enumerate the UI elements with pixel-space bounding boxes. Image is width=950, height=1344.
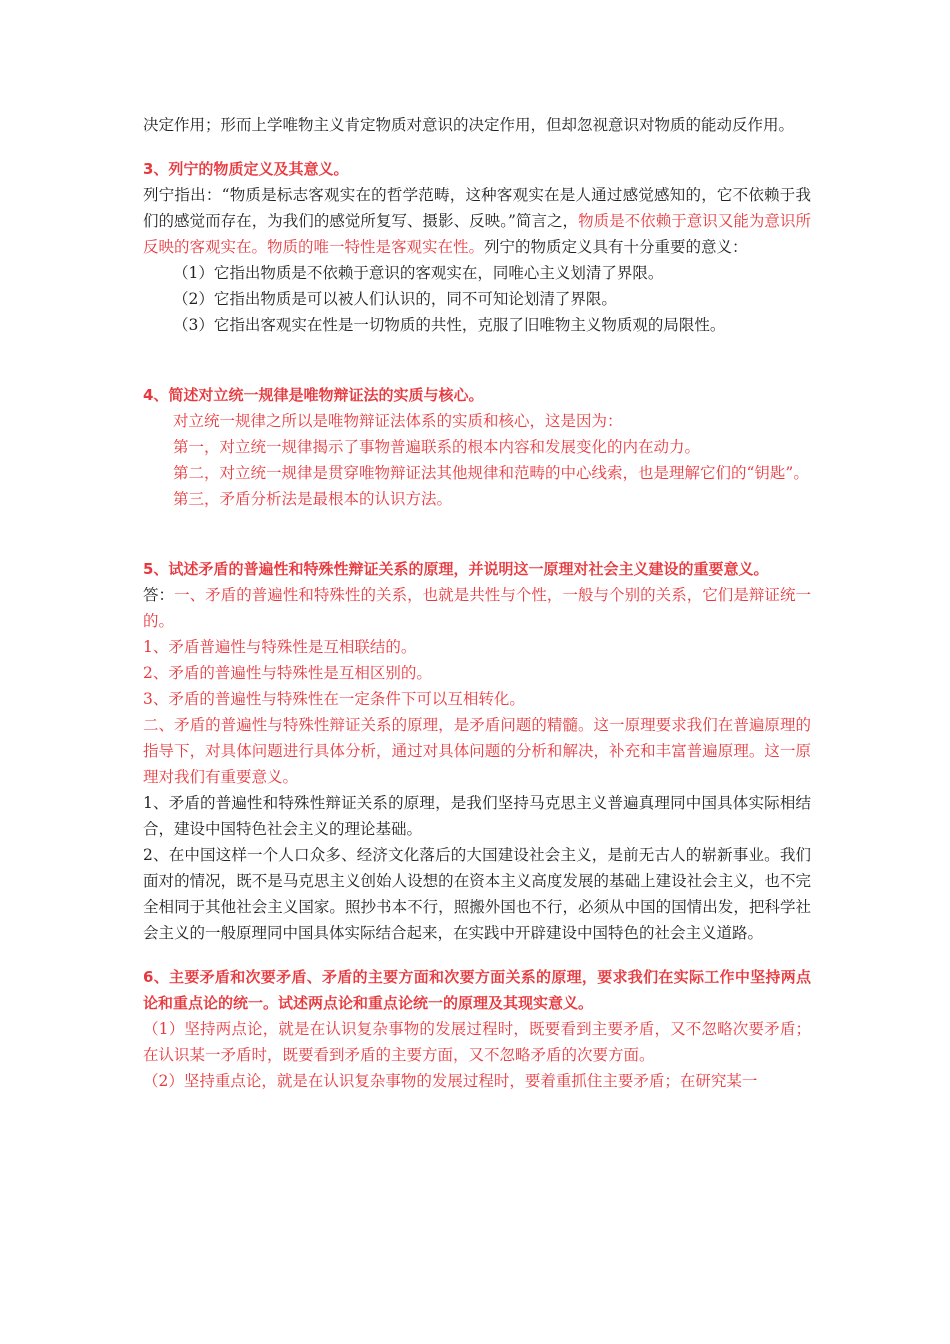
section-5-item-2: 2、在中国这样一个人口众多、经济文化落后的大国建设社会主义，是前无古人的崭新事业。我们面对的情况，既不是马克思主义创始人设想的在资本主义高度发展的基础上建设社会主义，也不完全相同于其他社会主义国家。照抄书本不行，照搬外国也不行，必须从中国的国情出发，把科学社会主义的一般原理同中国具体实际结合起来，在实践中开辟建设中国特色的社会主义道路。 xyxy=(143,846,811,942)
section-4-line-4: 第三，矛盾分析法是最根本的认识方法。 xyxy=(173,490,453,508)
section-5-answer xyxy=(143,582,811,634)
intro-paragraph: 决定作用；形而上学唯物主义肯定物质对意识的决定作用，但却忽视意识对物质的能动反作用。 xyxy=(143,116,795,134)
section-5-red-item-3: 3、矛盾的普遍性与特殊性在一定条件下可以互相转化。 xyxy=(143,690,525,708)
section-4-line-3: 第二，对立统一规律是贯穿唯物辩证法其他规律和范畴的中心线索，也是理解它们的“钥匙”。 xyxy=(173,464,809,482)
section-4-line-2: 第一，对立统一规律揭示了事物普遍联系的根本内容和发展变化的内在动力。 xyxy=(173,438,701,456)
section-5-red-item-2: 2、矛盾的普遍性与特殊性是互相区别的。 xyxy=(143,664,432,682)
section-6-heading: 6、主要矛盾和次要矛盾、矛盾的主要方面和次要方面关系的原理，要求我们在实际工作中坚持两点论和重点论的统一。试述两点论和重点论统一的原理及其现实意义。 xyxy=(143,968,811,1012)
lenin-quote-text: 列宁指出：“物质是标志客观实在的哲学范畴，这种客观实在是人通过感觉感知的，它不依赖于我们的感觉而存在，为我们的感觉所复写、摄影、反映。”简言之， xyxy=(143,186,811,230)
section-3-item-3: （3）它指出客观实在性是一切物质的共性，克服了旧唯物主义物质观的局限性。 xyxy=(173,316,726,334)
section-3-item-2: （2）它指出物质是可以被人们认识的，同不可知论划清了界限。 xyxy=(173,290,617,308)
section-6-item-1: （1）坚持两点论，就是在认识复杂事物的发展过程时，既要看到主要矛盾，又不忽略次要矛盾；在认识某一矛盾时，既要看到矛盾的主要方面，又不忽略矛盾的次要方面。 xyxy=(143,1020,811,1064)
section-3-item-1: （1）它指出物质是不依赖于意识的客观实在，同唯心主义划清了界限。 xyxy=(173,264,664,282)
section-4-heading: 4、简述对立统一规律是唯物辩证法的实质与核心。 xyxy=(143,386,484,404)
section-5-heading: 5、试述矛盾的普遍性和特殊性辩证关系的原理，并说明这一原理对社会主义建设的重要意义。 xyxy=(143,560,769,578)
section-5-red-item-4: 二、矛盾的普遍性与特殊性辩证关系的原理，是矛盾问题的精髓。这一原理要求我们在普遍原理的指导下，对具体问题进行具体分析，通过对具体问题的分析和解决，补充和丰富普遍原理。这一原理对我们有重要意义。 xyxy=(143,716,811,786)
answer-red-text: 一、矛盾的普遍性和特殊性的关系，也就是共性与个性，一般与个别的关系，它们是辩证统一的。 xyxy=(143,586,811,630)
section-6-item-2: （2）坚持重点论，就是在认识复杂事物的发展过程时，要着重抓住主要矛盾；在研究某一 xyxy=(143,1072,758,1090)
answer-prefix: 答： xyxy=(143,586,175,604)
section-3-heading: 3、列宁的物质定义及其意义。 xyxy=(143,160,349,178)
section-3-paragraph xyxy=(143,182,811,260)
section-5-red-item-1: 1、矛盾普遍性与特殊性是互相联结的。 xyxy=(143,638,417,656)
significance-text: 列宁的物质定义具有十分重要的意义： xyxy=(484,238,748,256)
section-5-item-1: 1、矛盾的普遍性和特殊性辩证关系的原理，是我们坚持马克思主义普遍真理同中国具体实际相结合，建设中国特色社会主义的理论基础。 xyxy=(143,794,811,838)
matter-definition-highlight: 物质是不依赖于意识又能为意识所反映的客观实在。物质的唯一特性是客观实在性。 xyxy=(143,212,811,256)
section-4-line-1: 对立统一规律之所以是唯物辩证法体系的实质和核心，这是因为： xyxy=(173,412,623,430)
document-page xyxy=(143,112,811,1094)
